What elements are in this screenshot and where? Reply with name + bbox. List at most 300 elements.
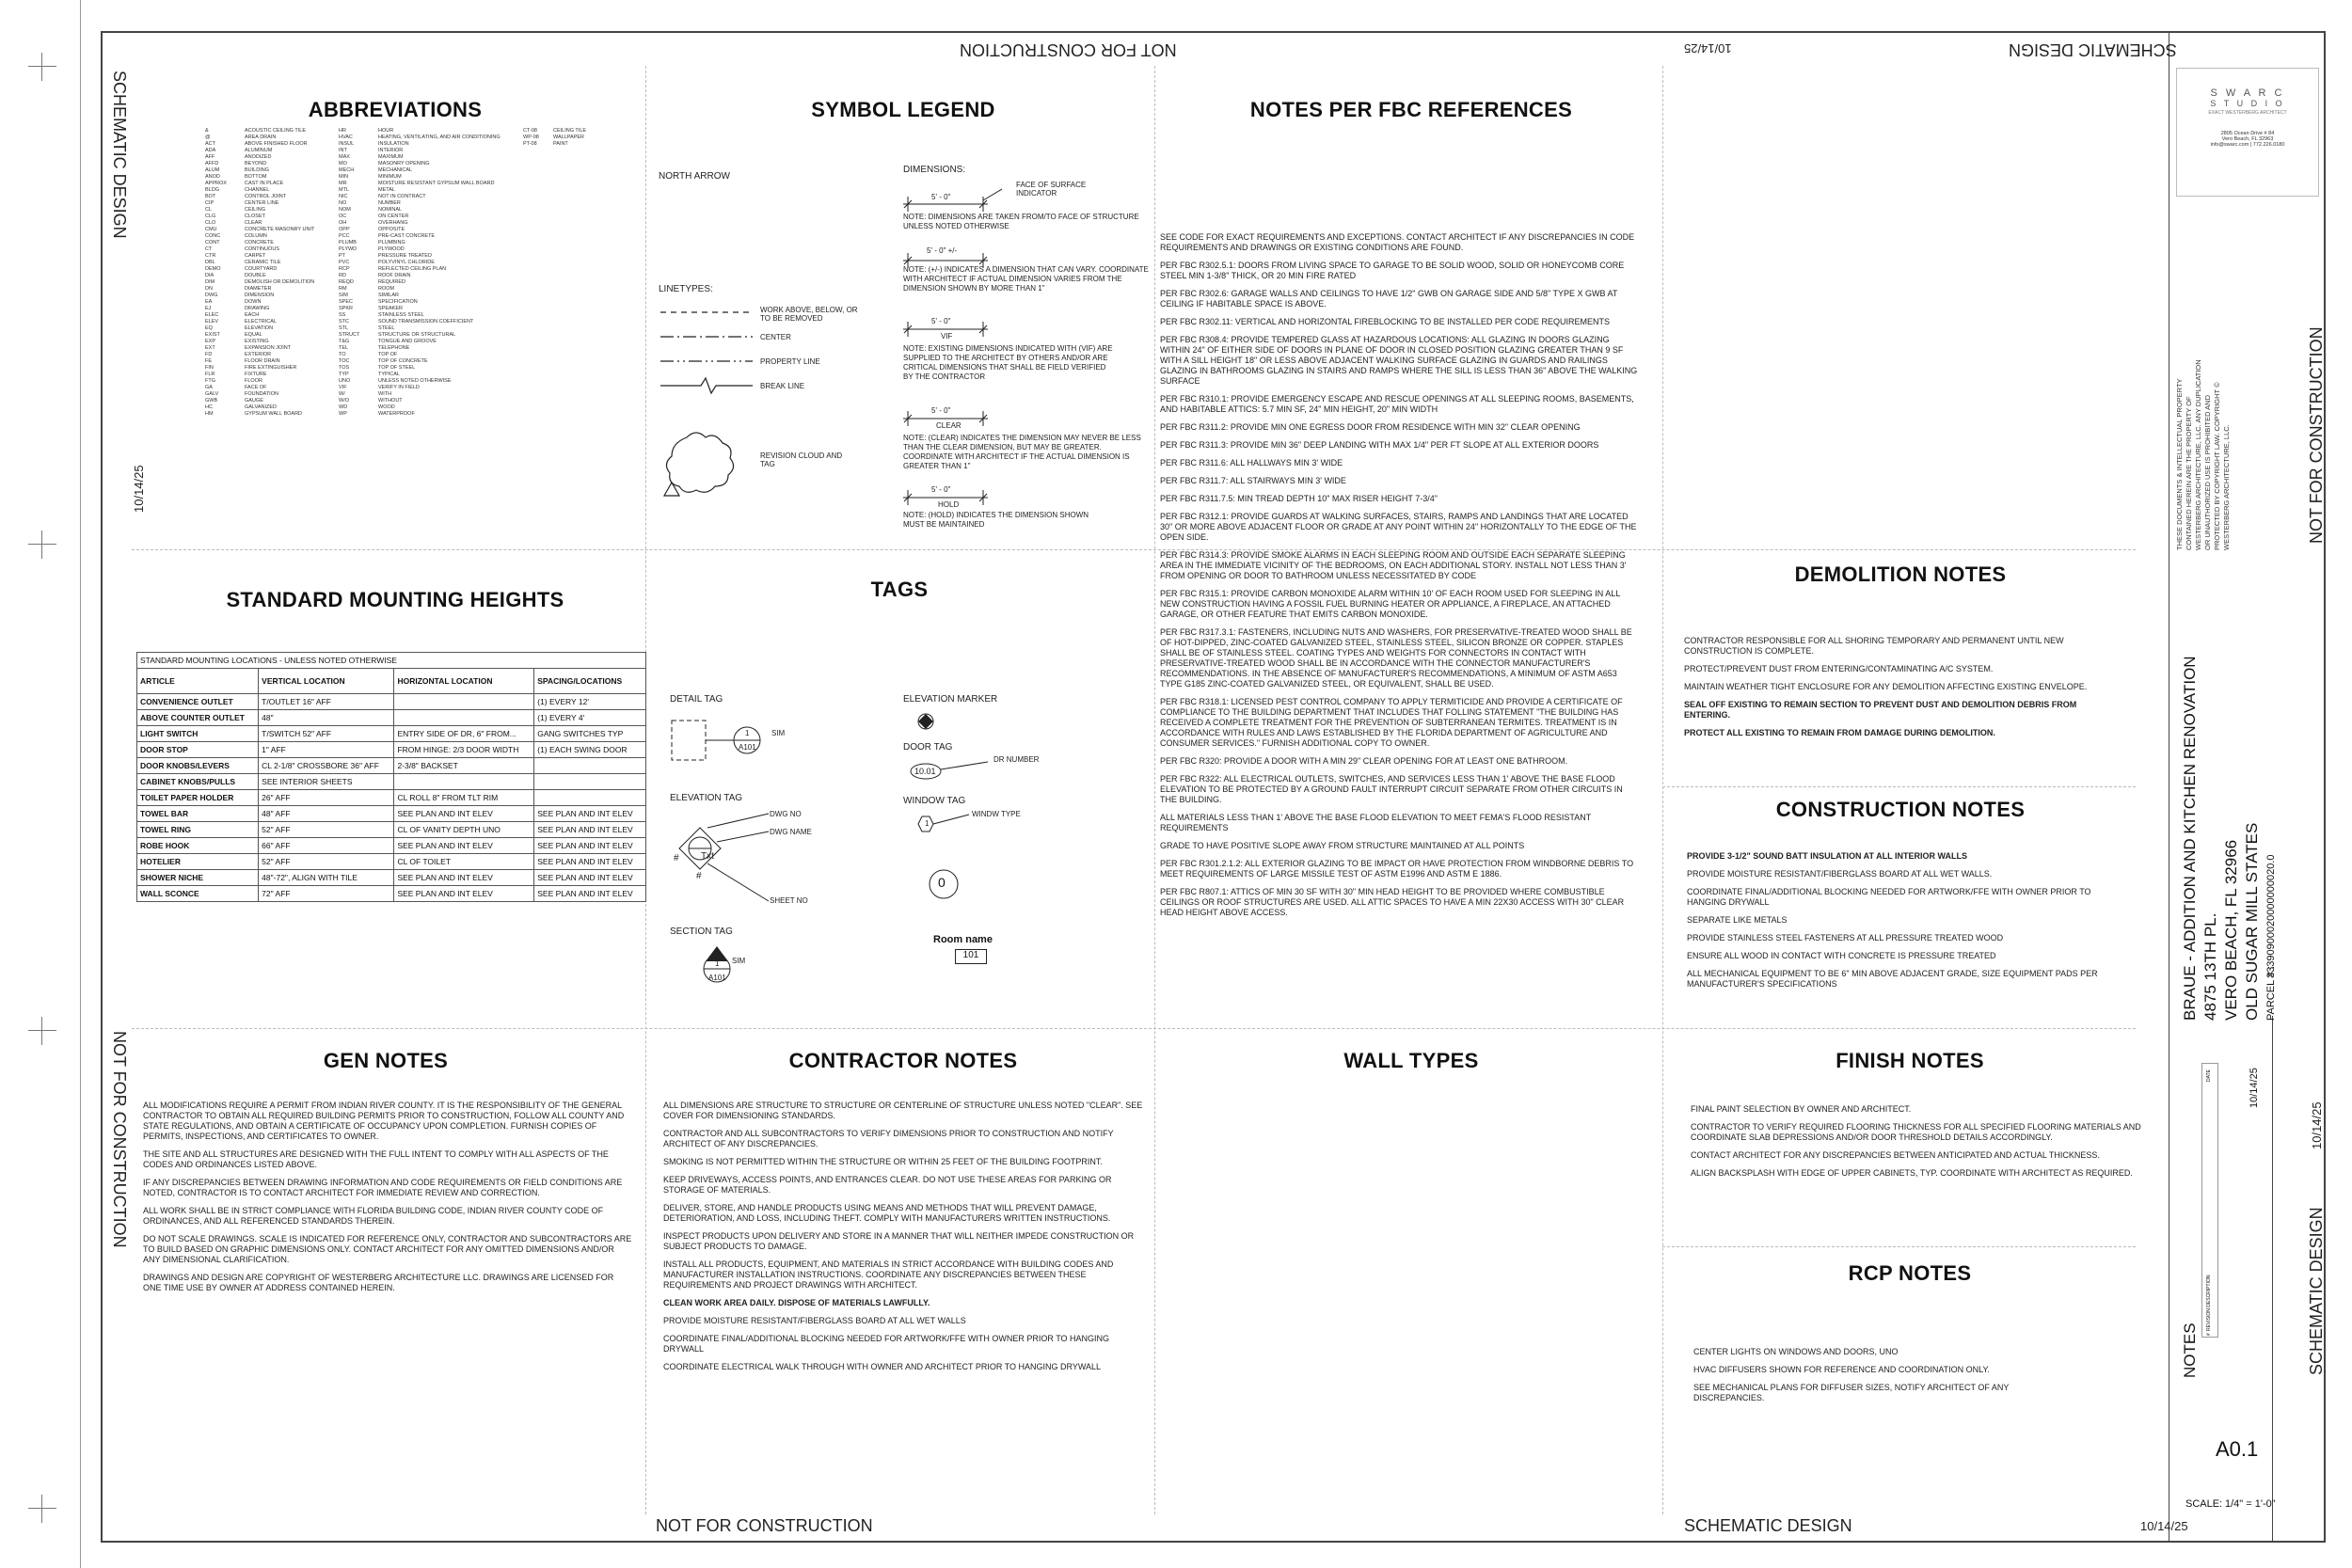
abbreviation-entry: FLOOR DRAIN [245, 358, 280, 364]
abbreviation-entry: TELEPHONE [378, 345, 410, 351]
table-cell: SEE PLAN AND INT ELEV [534, 806, 646, 822]
note-item: PROTECT/PREVENT DUST FROM ENTERING/CONTAMINATING A/C SYSTEM. [1684, 664, 1994, 673]
abbreviation-entry: UNLESS NOTED OTHERWISE [378, 378, 452, 384]
abbreviation-entry: W/ [339, 391, 345, 397]
table-header-cell: HORIZONTAL LOCATION [394, 669, 534, 694]
abbreviation-entry: STRUCT [339, 332, 360, 338]
abbreviation-entry: HC [205, 404, 213, 410]
table-cell: CL 2-1/8" CROSSBORE 36" AFF [259, 758, 394, 774]
firm-contact: info@swarc.com | 772.226.0180 [2210, 142, 2285, 148]
abbreviation-entry: CT-08 [523, 128, 537, 134]
titleblock-date: 10/14/25 [2249, 1068, 2260, 1108]
door-tag-number-label: DR NUMBER [993, 755, 1040, 764]
note-item: THE SITE AND ALL STRUCTURES ARE DESIGNED WITH THE FULL INTENT TO COMPLY WITH ALL ASPECTS OF THE CODES AND ORDINANCES LISTED ABOVE. [143, 1149, 609, 1169]
note-item: SMOKING IS NOT PERMITTED WITHIN THE STRUCTURE OR WITHIN 25 FEET OF THE BUILDING FOOTPRINT. [663, 1157, 1103, 1166]
abbreviation-entry: WALLPAPER [553, 135, 585, 140]
table-cell: ABOVE COUNTER OUTLET [137, 710, 259, 726]
abbreviation-entry: WD [339, 404, 348, 410]
note-item: CONTACT ARCHITECT FOR ANY DISCREPANCIES BETWEEN ANTICIPATED AND ACTUAL THICKNESS. [1691, 1150, 2100, 1160]
abbreviation-entry: ACOUSTIC CEILING TILE [245, 128, 306, 134]
table-row [137, 886, 646, 902]
abbreviation-entry: ALUMINUM [245, 148, 273, 153]
abbreviation-entry: SPECIFICATION [378, 299, 418, 305]
firm-name-2: S T U D I O [2210, 99, 2285, 108]
abbreviation-entry: GAUGE [245, 398, 263, 404]
abbr-column [205, 128, 243, 418]
grid-divider [1662, 66, 1663, 1514]
note-item: PER FBC R311.7: ALL STAIRWAYS MIN 3' WIDE [1160, 476, 1346, 485]
top-stamp-date: 10/14/25 [1684, 41, 1732, 55]
abbreviation-entry: TO [339, 352, 346, 357]
detail-tag-label: DETAIL TAG [670, 694, 723, 705]
abbreviation-entry: PT-08 [523, 141, 537, 147]
dim-value-1: 5' - 0" [931, 193, 951, 201]
table-cell: SEE PLAN AND INT ELEV [534, 822, 646, 838]
abbreviation-entry: MAXIMUM [378, 154, 404, 160]
detail-tag-sim: SIM [771, 729, 786, 737]
abbreviation-entry: & [205, 128, 209, 134]
abbreviation-entry: COURTYARD [245, 266, 278, 272]
table-cell: DOOR KNOBS/LEVERS [137, 758, 259, 774]
table-row [137, 726, 646, 742]
abbreviation-entry: DIM [205, 279, 215, 285]
abbreviation-entry: FIN [205, 365, 214, 371]
gen-notes-list [143, 1101, 632, 1301]
table-cell: (1) EVERY 12' [534, 694, 646, 710]
abbreviation-entry: ON CENTER [378, 214, 409, 219]
left-stamp-not-for-construction: NOT FOR CONSTRUCTION [110, 1031, 129, 1248]
abbreviation-entry: ADA [205, 148, 216, 153]
door-tag-label: DOOR TAG [903, 742, 953, 752]
note-item: CLEAN WORK AREA DAILY. DISPOSE OF MATERIALS LAWFULLY. [663, 1298, 930, 1307]
abbreviation-entry: CMU [205, 227, 217, 232]
abbreviation-entry: CONTROL JOINT [245, 194, 287, 199]
table-cell: SEE PLAN AND INT ELEV [534, 854, 646, 870]
abbreviation-entry: FLOOR [245, 378, 262, 384]
note-item: IF ANY DISCREPANCIES BETWEEN DRAWING INFORMATION AND CODE REQUIREMENTS OR FIELD CONDITIONS ARE NOTED, CONTRACTOR IS TO CONTACT ARCHITECT FOR IMMEDIATE REVIEW AND CORRECTION. [143, 1178, 623, 1197]
abbreviation-entry: SPKR [339, 306, 353, 311]
abbreviation-entry: MR [339, 181, 347, 186]
abbreviation-entry: CLG [205, 214, 216, 219]
mounting-heights-table-wrap [136, 652, 646, 902]
table-cell: 1" AFF [259, 742, 394, 758]
abbreviation-entry: @ [205, 135, 211, 140]
table-header-row [137, 669, 646, 694]
project-city: VERO BEACH, FL 32966 [2222, 839, 2240, 1021]
abbreviation-entry: TOP OF STEEL [378, 365, 416, 371]
table-cell: SEE PLAN AND INT ELEV [394, 870, 534, 886]
note-item: PER FBC R302.6: GARAGE WALLS AND CEILINGS TO HAVE 1/2" GWB ON GARAGE SIDE AND 5/8" TYPE X GWB AT CEILING IF HABITABLE SPACE IS ABOVE. [1160, 289, 1618, 309]
abbreviation-entry: DRAWING [245, 306, 270, 311]
dim-value-2: 5' - 0" +/- [927, 246, 958, 255]
sheet-title: NOTES [2181, 1323, 2199, 1378]
abbreviation-entry: OC [339, 214, 347, 219]
abbr-column [553, 128, 600, 148]
abbreviation-entry: WP [339, 411, 347, 417]
face-of-surface-label: FACE OF SURFACE INDICATOR [1016, 181, 1087, 198]
table-cell: ROBE HOOK [137, 838, 259, 854]
room-symbol-value: 0 [938, 875, 946, 890]
fbc-notes-list [1160, 232, 1640, 926]
abbreviation-entry: STL [339, 325, 349, 331]
dim-value-4: 5' - 0" [931, 406, 951, 415]
abbreviation-entry: MO [339, 161, 347, 166]
fbc-notes-title: NOTES PER FBC REFERENCES [1249, 98, 1573, 121]
abbreviation-entry: NOM [339, 207, 351, 213]
table-cell: FROM HINGE: 2/3 DOOR WIDTH [394, 742, 534, 758]
table-cell: SEE PLAN AND INT ELEV [394, 838, 534, 854]
abbreviation-entry: HM [205, 411, 214, 417]
abbreviation-entry: STRUCTURE OR STRUCTURAL [378, 332, 456, 338]
abbreviation-entry: VIF [339, 385, 347, 390]
abbreviation-entry: EJ [205, 306, 212, 311]
abbreviation-entry: SPEAKER [378, 306, 403, 311]
section-tag-sim: SIM [732, 957, 746, 965]
detail-tag-sheet: A101 [739, 743, 756, 752]
abbreviation-entry: TOP OF [378, 352, 398, 357]
abbreviation-entry: HEATING, VENTILATING, AND AIR CONDITIONING [378, 135, 501, 140]
table-row [137, 838, 646, 854]
table-cell: ENTRY SIDE OF DR, 6" FROM... [394, 726, 534, 742]
crop-mark [41, 1495, 42, 1523]
parcel-number: 33390900020000000020.0 [2265, 854, 2277, 978]
abbreviation-entry: UNO [339, 378, 351, 384]
table-cell: SEE PLAN AND INT ELEV [534, 870, 646, 886]
table-cell: WALL SCONCE [137, 886, 259, 902]
abbreviation-entry: WOOD [378, 404, 395, 410]
mounting-caption: STANDARD MOUNTING LOCATIONS - UNLESS NOTED OTHERWISE [137, 653, 646, 669]
abbreviation-entry: GA [205, 385, 213, 390]
abbreviation-entry: SOUND TRANSMISSION COEFFICIENT [378, 319, 474, 325]
note-item: PROVIDE MOISTURE RESISTANT/FIBERGLASS BOARD AT ALL WET WALLS [663, 1316, 966, 1325]
project-subdivision: OLD SUGAR MILL STATES [2243, 822, 2261, 1021]
abbreviation-entry: ELEVATION [245, 325, 274, 331]
abbreviation-entry: OPP [339, 227, 350, 232]
abbreviation-entry: INT [339, 148, 347, 153]
copyright-notice: THESE DOCUMENTS & INTELLECTUAL PROPERTY CONTAINED HEREIN ARE THE PROPERTY OF WESTERBERG ARCHITECTURE, LLC. ANY DUPLICATION OR UNAUTHORIZED USE IS PROHIBITED AND PROTECTED BY COPYRIGHT LAW. COPYRIGHT © WESTERBERG ARCHITECTURE, LLC. [2175, 359, 2231, 550]
abbreviation-entry: PT [339, 253, 346, 259]
table-row [137, 742, 646, 758]
project-street: 4875 13TH PL. [2201, 912, 2219, 1021]
window-tag-type-label: WINDW TYPE [972, 810, 1021, 818]
table-cell: 52" AFF [259, 822, 394, 838]
elevation-tag-hash-inner: # [696, 871, 702, 881]
abbreviation-entry: INSUL [339, 141, 355, 147]
table-cell: HOTELIER [137, 854, 259, 870]
table-cell: GANG SWITCHES TYP [534, 726, 646, 742]
note-item: SEAL OFF EXISTING TO REMAIN SECTION TO PREVENT DUST AND DEMOLITION DEBRIS FROM ENTERING. [1684, 700, 2077, 720]
abbreviation-entry: COLUMN [245, 233, 267, 239]
abbreviation-entry: EXPANSION JOINT [245, 345, 292, 351]
note-item: SEE CODE FOR EXACT REQUIREMENTS AND EXCEPTIONS. CONTACT ARCHITECT IF ANY DISCREPANCIES IN CODE REQUIREMENTS AND DRAWINGS OR EXISTING CONDITIONS ARE FOUND. [1160, 232, 1635, 252]
table-cell: DOOR STOP [137, 742, 259, 758]
note-item: PROVIDE MOISTURE RESISTANT/FIBERGLASS BOARD AT ALL WET WALLS. [1687, 869, 1993, 879]
dimensions-label: DIMENSIONS: [903, 165, 966, 175]
table-cell: 48" AFF [259, 806, 394, 822]
abbreviation-entry: EACH [245, 312, 260, 318]
detail-tag-number: 1 [745, 729, 750, 737]
abbreviation-entry: FOUNDATION [245, 391, 278, 397]
note-item: PER FBC R311.2: PROVIDE MIN ONE EGRESS DOOR FROM RESIDENCE WITH MIN 32" CLEAR OPENING [1160, 422, 1581, 432]
abbreviation-entry: BUILDING [245, 167, 269, 173]
abbreviation-entry: FTG [205, 378, 215, 384]
section-tag-icon [670, 941, 783, 997]
note-item: PER FBC R310.1: PROVIDE EMERGENCY ESCAPE AND RESCUE OPENINGS AT ALL SLEEPING ROOMS, BASEMENTS, AND HABITABLE ATTICS: 5.7 MIN SF, 24" MIN HEIGHT, 20" MIN WIDTH [1160, 394, 1634, 414]
table-row [137, 854, 646, 870]
abbreviations-list [205, 128, 600, 542]
project-name: BRAUE - ADDITION AND KITCHEN RENOVATION [2181, 656, 2199, 1021]
abbreviation-entry: CEILING TILE [553, 128, 587, 134]
section-tag-label: SECTION TAG [670, 927, 733, 937]
abbreviation-entry: STEEL [378, 325, 395, 331]
abbreviation-entry: NUMBER [378, 200, 401, 206]
detail-tag-icon [670, 715, 786, 771]
crop-mark [28, 66, 56, 67]
table-cell: SEE PLAN AND INT ELEV [394, 806, 534, 822]
abbreviation-entry: SS [339, 312, 346, 318]
top-stamp-not-for-construction: NOT FOR CONSTRUCTION [960, 40, 1177, 59]
table-cell: TOWEL BAR [137, 806, 259, 822]
note-item: ENSURE ALL WOOD IN CONTACT WITH CONCRETE IS PRESSURE TREATED [1687, 951, 1996, 960]
bottom-stamp-not-for-construction: NOT FOR CONSTRUCTION [656, 1516, 873, 1535]
grid-divider [132, 1028, 2136, 1029]
abbreviation-entry: ACT [205, 141, 215, 147]
abbreviation-entry: ANODIZED [245, 154, 272, 160]
linetypes-label: LINETYPES: [659, 284, 713, 294]
abbreviation-entry: MOISTURE RESISTANT GYPSUM WALL BOARD [378, 181, 495, 186]
revision-cloud-label: REVISION CLOUD AND TAG [760, 451, 843, 468]
abbreviation-entry: CTR [205, 253, 216, 259]
finish-notes-title: FINISH NOTES [1836, 1049, 1984, 1072]
abbreviation-entry: RD [339, 273, 346, 278]
abbreviation-entry: MIN [339, 174, 349, 180]
abbreviation-entry: NOMINAL [378, 207, 403, 213]
abbreviation-entry: CIP [205, 200, 215, 206]
abbreviation-entry: SPEC [339, 299, 353, 305]
table-cell: T/OUTLET 16" AFF [259, 694, 394, 710]
note-item: MAINTAIN WEATHER TIGHT ENCLOSURE FOR ANY DEMOLITION AFFECTING EXISTING ENVELOPE. [1684, 682, 2088, 691]
note-item: PROTECT ALL EXISTING TO REMAIN FROM DAMAGE DURING DEMOLITION. [1684, 728, 1995, 737]
abbreviation-entry: PRE-CAST CONCRETE [378, 233, 436, 239]
note-item: PER FBC R314.3: PROVIDE SMOKE ALARMS IN EACH SLEEPING ROOM AND OUTSIDE EACH SEPARATE SLEEPING AREA IN THE IMMEDIATE VICINITY OF THE BEDROOMS, ON EACH ADDITIONAL STORY. INSTALL NOT LESS THAN 3' FROM OPENING OR DOOR TO BATHROOM UNLESS NECESSITATED BY CODE [1160, 550, 1627, 580]
abbreviation-entry: MASONRY OPENING [378, 161, 430, 166]
section-tag-number: 1 [715, 959, 720, 968]
abbreviation-entry: BOTTOM [245, 174, 267, 180]
contractor-notes-title: CONTRACTOR NOTES [788, 1049, 1018, 1072]
window-tag-value: 1 [925, 819, 930, 828]
abbreviation-entry: DOWN [245, 299, 262, 305]
rcp-notes-list [1693, 1347, 2070, 1411]
table-header-cell: SPACING/LOCATIONS [534, 669, 646, 694]
firm-subtitle: EXACT WESTERBERG ARCHITECT [2208, 110, 2287, 116]
abbreviation-entry: DEMOLISH OR DEMOLITION [245, 279, 315, 285]
construction-notes-list [1687, 851, 2120, 997]
linetype-property-label: PROPERTY LINE [760, 357, 820, 366]
abbreviation-entry: RM [339, 286, 347, 292]
firm-logo-box [2176, 68, 2319, 197]
demolition-notes-title: DEMOLITION NOTES [1794, 562, 2007, 586]
note-item: COORDINATE FINAL/ADDITIONAL BLOCKING NEEDED FOR ARTWORK/FFE WITH OWNER PRIOR TO HANGING DRYWALL [1687, 887, 2091, 907]
note-item: PER FBC R311.3: PROVIDE MIN 36" DEEP LANDING WITH MAX 1/4" PER FT SLOPE AT ALL EXTERIOR DOORS [1160, 440, 1599, 450]
crop-mark [28, 1030, 56, 1031]
abbreviation-entry: TOS [339, 365, 350, 371]
linetype-work-label: WORK ABOVE, BELOW, OR TO BE REMOVED [760, 306, 858, 323]
table-row [137, 822, 646, 838]
abbreviation-entry: CONT [205, 240, 220, 245]
abbreviation-entry: EXTERIOR [245, 352, 272, 357]
abbreviation-entry: TONGUE AND GROOVE [378, 339, 437, 344]
sheet-number: A0.1 [2216, 1437, 2259, 1461]
abbreviation-entry: GYPSUM WALL BOARD [245, 411, 303, 417]
table-cell [534, 758, 646, 774]
firm-name: S W A R C [2210, 87, 2285, 99]
abbreviation-entry: OH [339, 220, 347, 226]
note-item: PROVIDE STAINLESS STEEL FASTENERS AT ALL PRESSURE TREATED WOOD [1687, 933, 2004, 942]
note-item: GRADE TO HAVE POSITIVE SLOPE AWAY FROM STRUCTURE MAINTAINED AT ALL POINTS [1160, 841, 1525, 850]
left-stamp-schematic-design: SCHEMATIC DESIGN [110, 71, 129, 239]
linetype-center-label: CENTER [760, 333, 791, 341]
abbreviation-entry: BOT [205, 194, 216, 199]
linetype-samples [659, 301, 762, 395]
vif-label: VIF [941, 332, 953, 341]
firm-address: 2805 Ocean Drive # 84 [2220, 131, 2275, 136]
gen-notes-title: GEN NOTES [323, 1049, 449, 1072]
abbreviation-entry: EXP [205, 339, 216, 344]
abbreviation-entry: MTL [339, 187, 349, 193]
note-item: PER FBC R807.1: ATTICS OF MIN 30 SF WITH 30" MIN HEAD HEIGHT TO BE PROVIDED WHERE COMBUSTIBLE CEILINGS OR ROOF STRUCTURES ARE USED. ALL ATTIC SPACES TO HAVE A MIN 22X30 ACCESS WITH 30" CLEAR HEAD HEIGHT ABOVE ACCESS. [1160, 887, 1625, 917]
note-item: DO NOT SCALE DRAWINGS. SCALE IS INDICATED FOR REFERENCE ONLY, CONTRACTOR AND SUBCONTRACTORS ARE TO BUILD BASED ON GRAPHIC DIMENSIONS ONLY. CONTACT ARCHITECT FOR ANY OMITTED DIMENSIONS AND/OR ANY DIMENSIONAL CLARIFICATION. [143, 1234, 632, 1264]
crop-mark [28, 1508, 56, 1509]
table-row [137, 790, 646, 806]
grid-divider [132, 549, 2136, 550]
parcel-label: PARCEL # : [2265, 965, 2277, 1021]
abbr-column [339, 128, 376, 418]
abbreviation-entry: AFF [205, 154, 215, 160]
crop-mark [41, 53, 42, 81]
abbreviation-entry: WITH [378, 391, 392, 397]
abbreviation-entry: MECH [339, 167, 355, 173]
table-cell: (1) EACH SWING DOOR [534, 742, 646, 758]
abbreviation-entry: NIC [339, 194, 348, 199]
table-cell: CABINET KNOBS/PULLS [137, 774, 259, 790]
break-line-sample [660, 378, 753, 393]
mounting-table-body [137, 694, 646, 902]
note-item: ALIGN BACKSPLASH WITH EDGE OF UPPER CABINETS, TYP. COORDINATE WITH ARCHITECT AS REQUIRED. [1691, 1168, 2133, 1178]
note-item: PER FBC R308.4: PROVIDE TEMPERED GLASS AT HAZARDOUS LOCATIONS: ALL GLAZING IN DOORS GLAZING WITHIN 24" OF EITHER SIDE OF DOORS IN PLANE OF DOOR IN CLOSED POSITION GLAZING GREATER THAN 9 SF WITH A SILL HEIGHT 18" OR LESS ABOVE ADJACENT WALKING SURFACE GLAZING IN GUARDS AND RAILINGS GLAZING IN BATHROOMS GLAZING IN STAIRS AND RAMPS WHERE THE SILL IS LESS THAN 36" ABOVE THE WALKING SURFACE [1160, 335, 1638, 386]
dimension-note-2: NOTE: (+/-) INDICATES A DIMENSION THAT CAN VARY. COORDINATE WITH ARCHITECT IF ACTUAL DIMENSION VARIES FROM THE DIMENSION SHOWN BY MORE THAN 1" [903, 265, 1149, 293]
note-item: HVAC DIFFUSERS SHOWN FOR REFERENCE AND COORDINATION ONLY. [1693, 1365, 1990, 1374]
note-item: PER FBC R311.7.5: MIN TREAD DEPTH 10" MAX RISER HEIGHT 7-3/4" [1160, 494, 1438, 503]
abbreviation-entry: HOUR [378, 128, 394, 134]
abbreviation-entry: FD [205, 352, 213, 357]
abbreviation-entry: CARPET [245, 253, 266, 259]
elevation-tag-dwg-name: DWG NAME [770, 828, 812, 836]
scale-value: 1/4" = 1'-0" [2225, 1498, 2276, 1510]
contractor-notes-list [663, 1101, 1143, 1380]
note-item: SEE MECHANICAL PLANS FOR DIFFUSER SIZES, NOTIFY ARCHITECT OF ANY DISCREPANCIES. [1693, 1383, 2010, 1402]
table-row [137, 870, 646, 886]
note-item: PER FBC R302.11: VERTICAL AND HORIZONTAL FIREBLOCKING TO BE INSTALLED PER CODE REQUIREMENTS [1160, 317, 1610, 326]
abbreviation-entry: EXT [205, 345, 215, 351]
scale-label: SCALE: [2185, 1498, 2223, 1510]
table-header-cell: VERTICAL LOCATION [259, 669, 394, 694]
linetype-break-label: BREAK LINE [760, 382, 805, 390]
abbreviation-entry: DIMENSION [245, 293, 275, 298]
abbr-column [378, 128, 557, 418]
abbreviation-entry: FE [205, 358, 213, 364]
abbreviation-entry: RCP [339, 266, 350, 272]
window-tag-label: WINDOW TAG [903, 796, 966, 806]
abbreviation-entry: ROOM [378, 286, 395, 292]
abbreviation-entry: HVAC [339, 135, 353, 140]
table-cell: TOWEL RING [137, 822, 259, 838]
note-item: ALL MECHANICAL EQUIPMENT TO BE 6" MIN ABOVE ADJACENT GRADE, SIZE EQUIPMENT PADS PER MANUFACTURER'S SPECIFICATIONS [1687, 969, 2098, 989]
abbreviation-entry: EQ [205, 325, 213, 331]
abbreviation-entry: ROOF DRAIN [378, 273, 411, 278]
tags-title: TAGS [870, 578, 929, 601]
table-row [137, 710, 646, 726]
abbreviation-entry: CEILING [245, 207, 266, 213]
section-tag-sheet: A101 [708, 974, 726, 982]
note-item: SEPARATE LIKE METALS [1687, 915, 1788, 925]
table-cell: 48"-72", ALIGN WITH TILE [259, 870, 394, 886]
abbreviation-entry: PLUMBING [378, 240, 405, 245]
abbreviation-entry: PCC [339, 233, 350, 239]
abbreviation-entry: HR [339, 128, 346, 134]
elevation-tag-txt: Txt [701, 851, 714, 862]
abbreviation-entry: CHANNEL [245, 187, 270, 193]
note-item: FINAL PAINT SELECTION BY OWNER AND ARCHITECT. [1691, 1104, 1912, 1114]
abbreviation-entry: CT [205, 246, 213, 252]
note-item: INSPECT PRODUCTS UPON DELIVERY AND STORE IN A MANNER THAT WILL NEITHER IMPEDE CONSTRUCTION OR SUBJECT PRODUCTS TO DAMAGE. [663, 1231, 1135, 1251]
note-item: PER FBC R302.5.1: DOORS FROM LIVING SPACE TO GARAGE TO BE SOLID WOOD, SOLID OR HONEYCOMB CORE STEEL MIN 1-3/8" THICK, OR 20 MIN FIRE RATED [1160, 261, 1625, 280]
note-item: DRAWINGS AND DESIGN ARE COPYRIGHT OF WESTERBERG ARCHITECTURE LLC. DRAWINGS ARE LICENSED FOR ONE TIME USE BY OWNER AT ADDRESS CONTAINED HEREIN. [143, 1273, 614, 1292]
abbreviation-entry: ELECTRICAL [245, 319, 277, 325]
abbreviation-entry: NOT IN CONTRACT [378, 194, 426, 199]
table-cell: 52" AFF [259, 854, 394, 870]
table-cell: 26" AFF [259, 790, 394, 806]
note-item: PER FBC R311.6: ALL HALLWAYS MIN 3' WIDE [1160, 458, 1343, 467]
abbreviation-entry: DOUBLE [245, 273, 266, 278]
note-item: PER FBC R320: PROVIDE A DOOR WITH A MIN 29" CLEAR OPENING FOR AT LEAST ONE BATHROOM. [1160, 756, 1568, 766]
abbreviation-entry: MAX [339, 154, 350, 160]
abbreviation-entry: INSULATION [378, 141, 409, 147]
note-item: PER FBC R318.1: LICENSED PEST CONTROL COMPANY TO APPLY TERMITICIDE AND PROVIDE A CERTIFICATE OF COMPLIANCE TO THE BUILDING DEPARTMENT THAT INCLUDES THAT FOLLING STATEMENT "THE BUILDING HAS RECEIVED A COMPLETE TREATMENT FOR THE PREVENTION OF SUBTERRANEAN TERMITES. TREATMENT IS IN ACCORDANCE WITH RULES AND LAWS ESTABLISHED BY THE FLORIDA DEPARTMENT OF AGRICULTURE AND CONSUMER SERVICES." FURNISH ADDITIONAL COPY TO OWNER. [1160, 697, 1623, 748]
abbreviation-entry: FIXTURE [245, 372, 267, 377]
table-cell: SEE PLAN AND INT ELEV [534, 838, 646, 854]
dim-value-5: 5' - 0" [931, 485, 951, 494]
note-item: ALL MATERIALS LESS THAN 1' ABOVE THE BASE FLOOD ELEVATION TO MEET FEMA'S FLOOD RESISTANT REQUIREMENTS [1160, 813, 1592, 832]
mounting-heights-title: STANDARD MOUNTING HEIGHTS [226, 588, 564, 611]
note-item: INSTALL ALL PRODUCTS, EQUIPMENT, AND MATERIALS IN STRICT ACCORDANCE WITH BUILDING CODES AND MANUFACTURER INSTALLATION INSTRUCTIONS. COORDINATE ANY DISCREPANCIES BETWEEN THESE REQUIREMENTS AND PROJECT DRAWINGS WITH ARCHITECT. [663, 1259, 1114, 1290]
table-cell [394, 710, 534, 726]
table-header-cell: ARTICLE [137, 669, 259, 694]
abbreviation-entry: PVC [339, 260, 350, 265]
abbreviations-title: ABBREVIATIONS [308, 98, 483, 121]
dimension-note-5: NOTE: (HOLD) INDICATES THE DIMENSION SHOWN MUST BE MAINTAINED [903, 511, 1089, 529]
abbreviation-entry: AFFD [205, 161, 219, 166]
abbreviation-entry: TOP OF CONCRETE [378, 358, 428, 364]
abbreviation-entry: OPPOSITE [378, 227, 405, 232]
abbreviation-entry: DWG [205, 293, 218, 298]
firm-city: Vero Beach, FL 32963 [2221, 136, 2274, 142]
abbreviation-entry: TEL [339, 345, 349, 351]
grid-divider [1662, 786, 2136, 787]
abbreviation-entry: FACE OF [245, 385, 267, 390]
abbreviation-entry: NO [339, 200, 347, 206]
clear-label: CLEAR [936, 421, 961, 430]
sheet-binding-line [80, 0, 81, 1568]
